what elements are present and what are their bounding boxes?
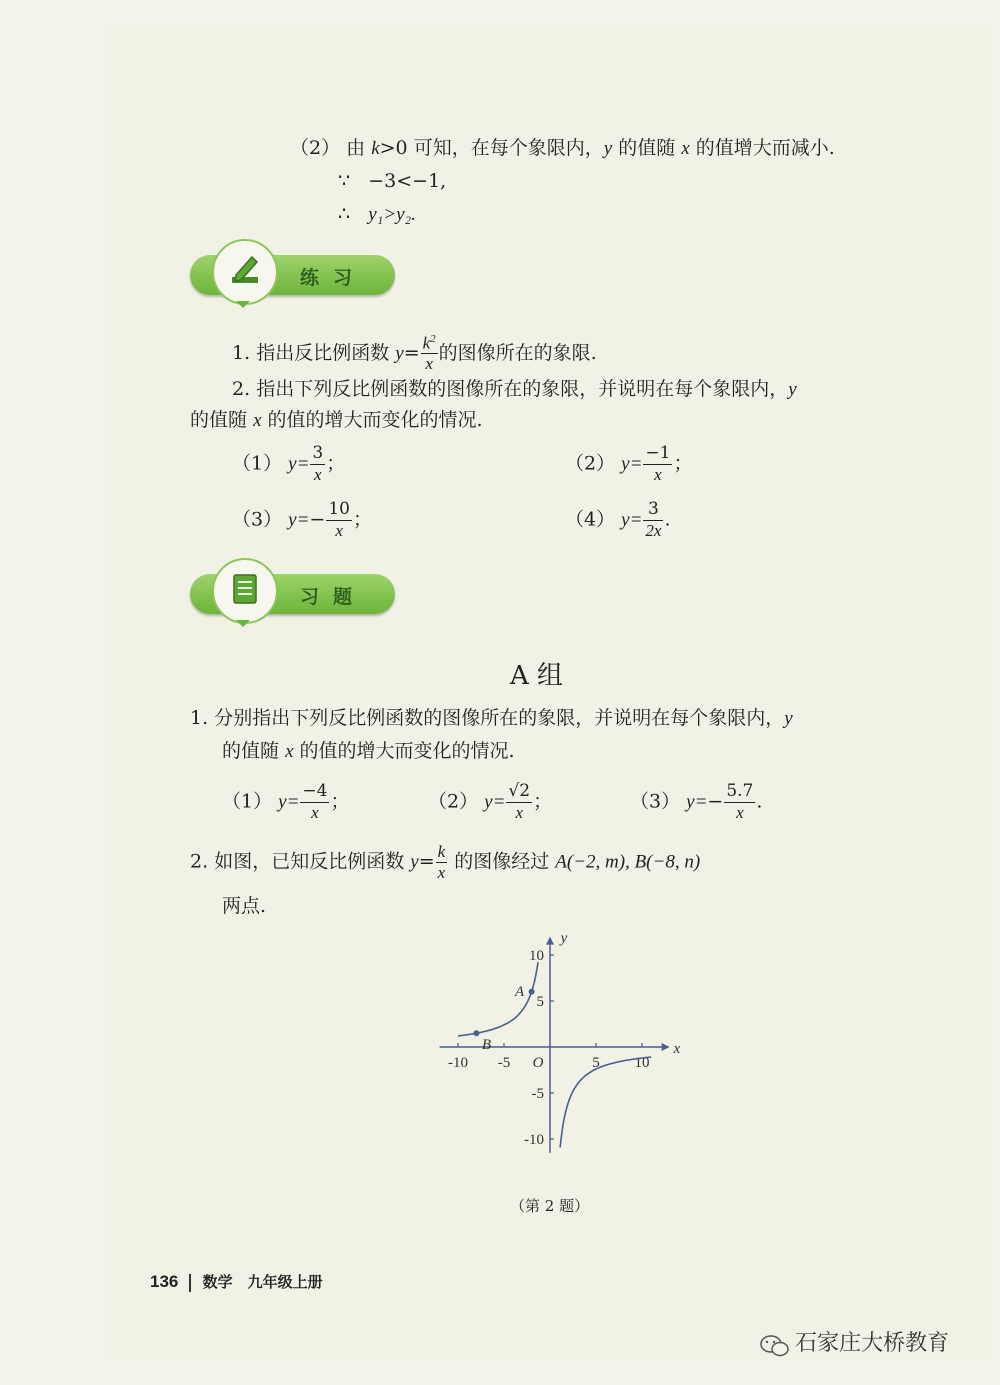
exercise-q1-line2: 的值随 x 的值的增大而变化的情况.	[222, 740, 515, 762]
y-tick-label: -10	[524, 1132, 544, 1148]
point-label-A: A	[515, 983, 525, 1000]
page-footer	[150, 1271, 323, 1292]
practice-item: （3） y=− $\frac{10}{x}$ ；	[232, 499, 372, 540]
y-tick-label: 10	[529, 948, 544, 964]
fraction: $\frac{k^2}{x}$	[422, 333, 436, 374]
x-tick-label: -10	[448, 1055, 468, 1071]
x-axis-arrow	[662, 1043, 670, 1051]
footer-divider	[189, 1274, 191, 1292]
watermark: 石家庄大桥教育	[760, 1326, 949, 1358]
y-axis-arrow	[546, 937, 554, 945]
point-A	[529, 989, 535, 995]
practice-item: （2） y= $\frac{-1}{x}$ ；	[565, 443, 693, 484]
page-number: 136	[150, 1272, 179, 1291]
x-tick-label: -5	[497, 1055, 511, 1071]
x-axis-label: x	[673, 1041, 681, 1057]
group-title: A 组	[510, 661, 564, 691]
exercise-banner: 习题	[190, 574, 395, 614]
practice-item: （4） y= $\frac{3}{2x}$ .	[565, 499, 671, 540]
exercise-q1-line1: 1. 分别指出下列反比例函数的图像所在的象限，并说明在每个象限内，y	[190, 707, 793, 729]
fraction: $\frac{3}{2x}$	[645, 499, 662, 540]
point-B	[473, 1030, 479, 1036]
notebook-icon	[226, 570, 264, 608]
practice-q1: 1. 指出反比例函数 y= $\frac{k^2}{x}$ 的图像所在的象限.	[232, 333, 597, 374]
exercise-item: （2） y= $\frac{√2}{x}$ ；	[428, 781, 553, 822]
fraction: $\frac{k}{x}$	[437, 842, 446, 882]
exercise-q2-line2: 两点.	[222, 895, 267, 917]
wechat-icon	[760, 1334, 790, 1358]
exercise-item: （1） y= $\frac{-4}{x}$ ；	[222, 781, 350, 822]
x-tick-label: 5	[592, 1055, 600, 1071]
solution-part2: （2） 由 k>0 可知，在每个象限内，y 的值随 x 的值增大而减小.	[290, 137, 835, 159]
banner-arrow	[236, 301, 250, 308]
fraction: $\frac{10}{x}$	[328, 499, 350, 540]
pencil-icon	[226, 251, 264, 289]
hyperbola-branch-1	[458, 962, 538, 1036]
fraction: $\frac{3}{x}$	[312, 443, 324, 484]
pencil-icon-badge	[212, 239, 278, 305]
book-title: 数学 九年级上册	[202, 1273, 323, 1291]
notebook-icon-badge	[212, 558, 278, 624]
y-tick-label: -5	[531, 1086, 544, 1102]
banner-arrow	[236, 620, 250, 627]
fraction: $\frac{5.7}{x}$	[726, 781, 754, 822]
fraction: $\frac{-4}{x}$	[302, 781, 328, 822]
practice-q2-line1: 2. 指出下列反比例函数的图像所在的象限，并说明在每个象限内，y	[232, 378, 797, 400]
fraction: $\frac{√2}{x}$	[508, 781, 531, 822]
practice-q2-line2: 的值随 x 的值的增大而变化的情况.	[190, 409, 483, 431]
hyperbola-figure	[420, 915, 690, 1175]
because-line: ∵ −3<−1,	[338, 170, 447, 192]
therefore-line: ∴ y₁>y₂.	[338, 203, 416, 225]
exercise-q2-line1: 2. 如图，已知反比例函数 y= $\frac{k}{x}$ 的图像经过 A(−2, m), B(−8, n)	[190, 842, 701, 882]
practice-item: （1） y= $\frac{3}{x}$ ；	[232, 443, 346, 484]
figure-caption: （第 2 题）	[510, 1197, 590, 1215]
point-label-B: B	[481, 1037, 491, 1054]
y-tick-label: 5	[536, 994, 544, 1010]
practice-banner: 练习	[190, 255, 395, 295]
y-axis-label: y	[560, 930, 568, 947]
x-tick-label: 10	[634, 1055, 650, 1071]
exercise-item: （3） y=− $\frac{5.7}{x}$ .	[630, 781, 763, 822]
fraction: $\frac{-1}{x}$	[645, 443, 671, 484]
origin-label: O	[532, 1055, 544, 1071]
